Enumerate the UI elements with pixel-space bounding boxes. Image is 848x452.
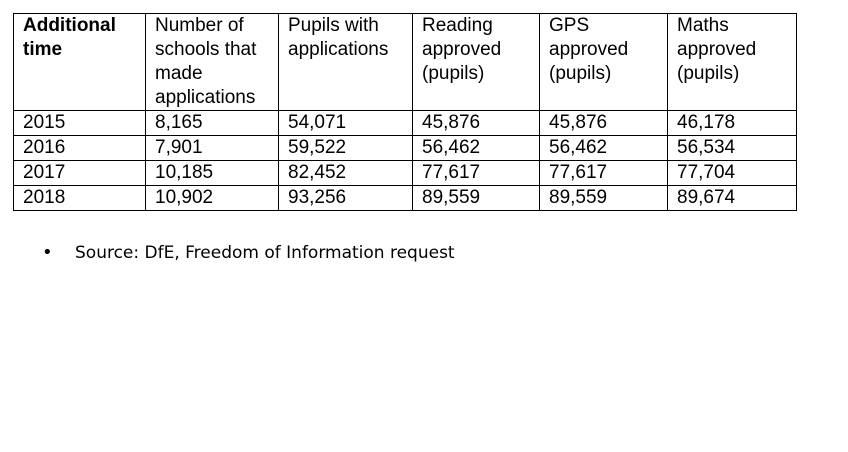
- pupils-cell: 82,452: [279, 161, 413, 186]
- table-row: [14, 161, 797, 186]
- bullet-icon: •: [42, 242, 53, 263]
- maths-cell: 46,178: [668, 111, 797, 136]
- source-text: Source: DfE, Freedom of Information request: [75, 243, 455, 263]
- pupils-cell: 59,522: [279, 136, 413, 161]
- gps-cell: 77,617: [540, 161, 668, 186]
- header-schools-applications: Number of schools that made applications: [146, 14, 279, 111]
- applications-table: [13, 13, 797, 211]
- schools-cell: 7,901: [146, 136, 279, 161]
- gps-cell: 45,876: [540, 111, 668, 136]
- schools-cell: 8,165: [146, 111, 279, 136]
- schools-cell: 10,902: [146, 186, 279, 211]
- reading-cell: 77,617: [413, 161, 540, 186]
- year-cell: 2016: [14, 136, 146, 161]
- year-cell: 2015: [14, 111, 146, 136]
- maths-cell: 89,674: [668, 186, 797, 211]
- gps-cell: 56,462: [540, 136, 668, 161]
- header-maths-approved: Maths approved (pupils): [668, 14, 797, 111]
- table-header-row: [14, 14, 797, 111]
- maths-cell: 56,534: [668, 136, 797, 161]
- source-note: [42, 241, 455, 265]
- header-reading-approved: Reading approved (pupils): [413, 14, 540, 111]
- pupils-cell: 93,256: [279, 186, 413, 211]
- header-pupils-applications: Pupils with applications: [279, 14, 413, 111]
- pupils-cell: 54,071: [279, 111, 413, 136]
- table-row: [14, 111, 797, 136]
- schools-cell: 10,185: [146, 161, 279, 186]
- maths-cell: 77,704: [668, 161, 797, 186]
- reading-cell: 56,462: [413, 136, 540, 161]
- reading-cell: 89,559: [413, 186, 540, 211]
- header-gps-approved: GPS approved (pupils): [540, 14, 668, 111]
- year-cell: 2018: [14, 186, 146, 211]
- table-row: [14, 186, 797, 211]
- year-cell: 2017: [14, 161, 146, 186]
- header-additional-time: Additional time: [14, 14, 146, 111]
- table-row: [14, 136, 797, 161]
- reading-cell: 45,876: [413, 111, 540, 136]
- gps-cell: 89,559: [540, 186, 668, 211]
